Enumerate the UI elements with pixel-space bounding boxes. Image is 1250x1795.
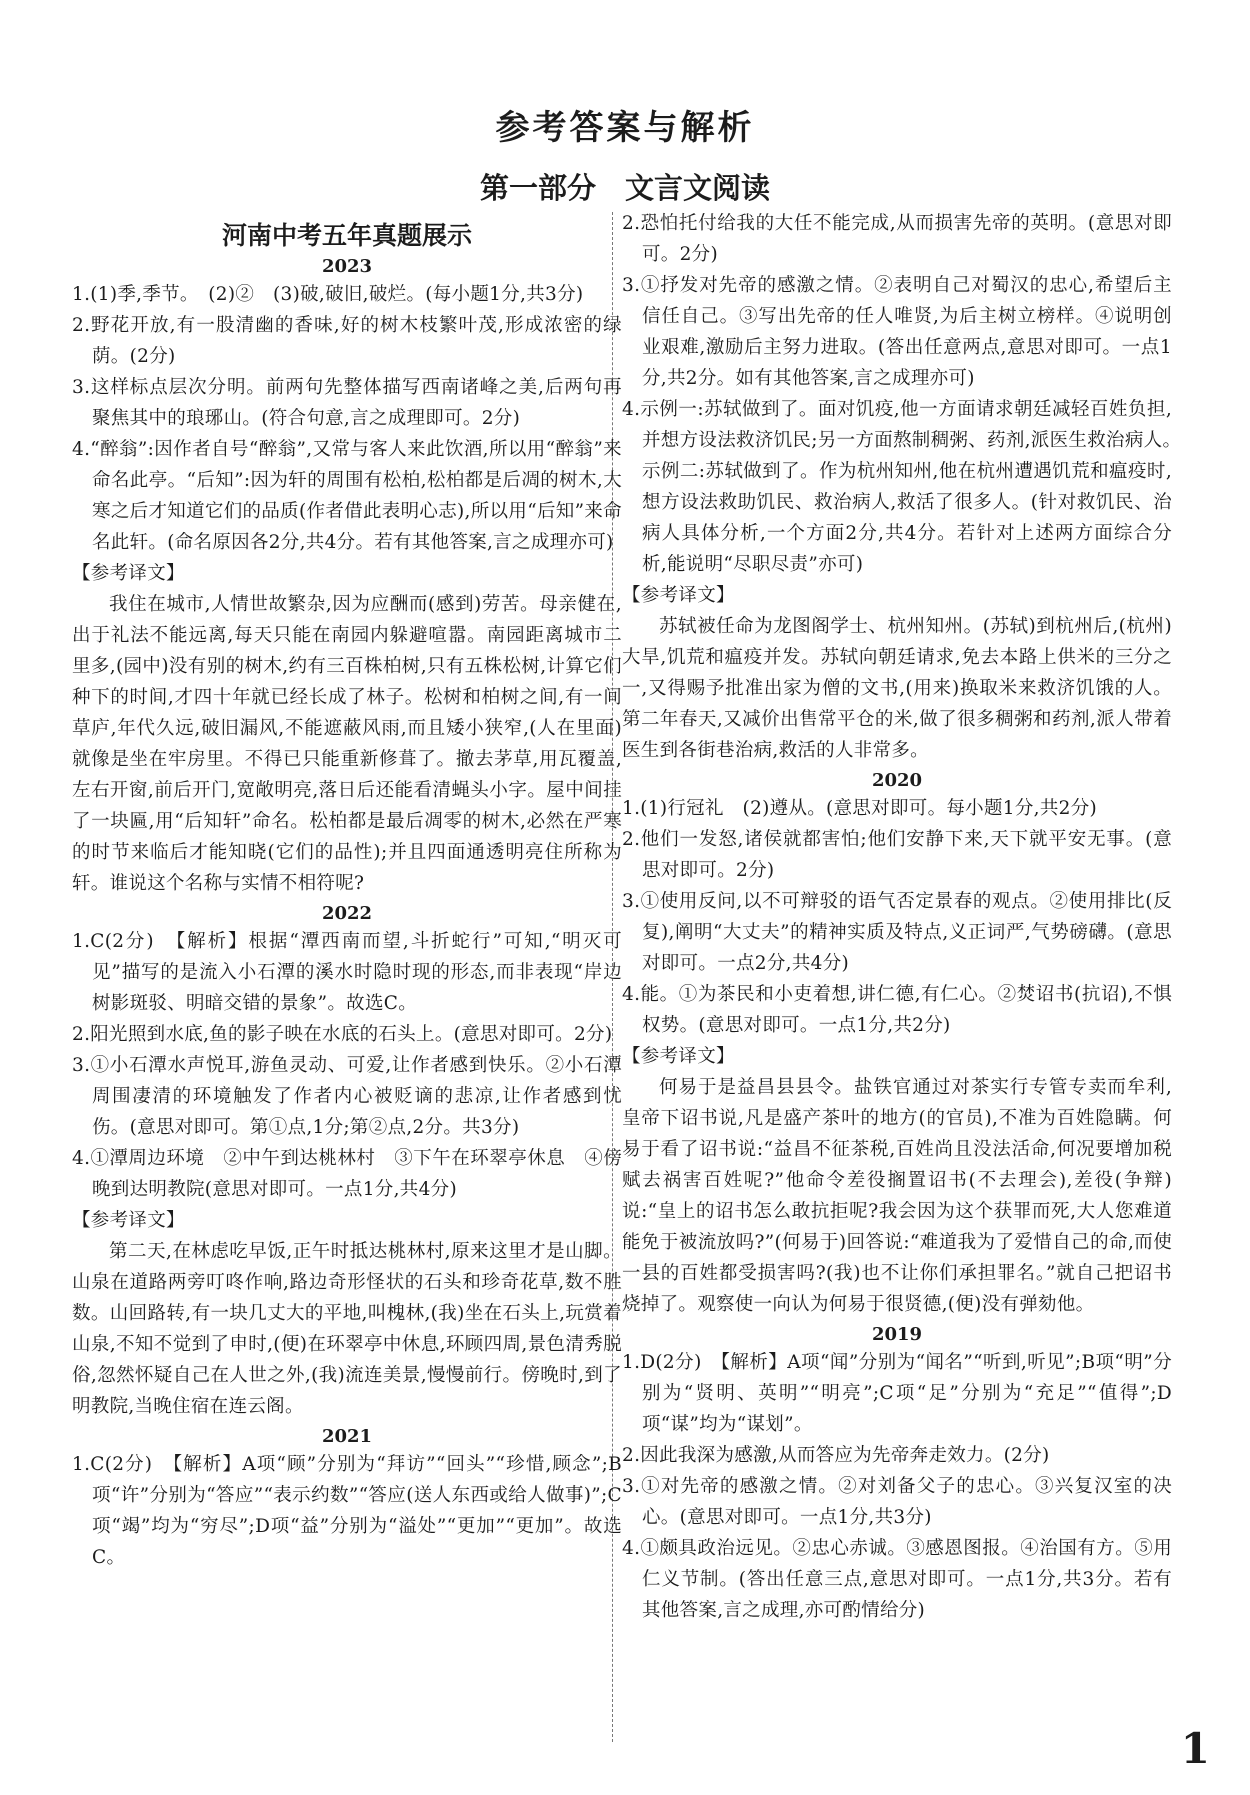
left-column [72, 208, 622, 1573]
year-heading-2022: 2022 [321, 903, 373, 924]
answer-2023-2: 2.野花开放,有一股清幽的香味,好的树木枝繁叶茂,形成浓密的绿荫。(2分) [72, 315, 622, 367]
answer-2021-4: 4.示例一:苏轼做到了。面对饥疫,他一方面请求朝廷减轻百姓负担,并想方设法救济饥民;另一方面熬制稠粥、药剂,派医生救治病人。 示例二:苏轼做到了。作为杭州知州,他在杭州遭遇饥荒和瘟疫时,想方设法救助饥民、救治病人,救活了很多人。(针对救饥民、治病人具体分析,一个方面2分,共4分。若针对上述两方面综合分析,能说明“尽职尽责”亦可) [622, 399, 1191, 575]
translation-2020: 何易于是益昌县县令。盐铁官通过对茶实行专管专卖而牟利,皇帝下诏书说,凡是盛产茶叶的地方(的官员),不准为百姓隐瞒。何易于看了诏书说:“益昌不征茶税,百姓尚且没法活命,何况要增加税赋去祸害百姓呢?”他命令差役搁置诏书(不去理会),差役(争辩)说:“皇上的诏书怎么敢抗拒呢?我会因为这个获罪而死,大人您难道能免于被流放吗?”(何易于)回答说:“难道我为了爱惜自己的命,而使一县的百姓都受损害吗?(我)也不让你们承担罪名。”就自己把诏书烧掉了。观察使一向认为何易于很贤德,(便)没有弹劾他。 [622, 1077, 1172, 1315]
answer-2022-3: 3.①小石潭水声悦耳,游鱼灵动、可爱,让作者感到快乐。②小石潭周围凄清的环境触发了作者内心被贬谪的悲凉,让作者感到忧伤。(意思对即可。第①点,1分;第②点,2分。共3分) [72, 1055, 622, 1138]
year-heading-2021: 2021 [321, 1426, 373, 1447]
answer-2020-3: 3.①使用反问,以不可辩驳的语气否定景春的观点。②使用排比(反复),阐明“大丈夫”的精神实质及特点,义正词严,气势磅礴。(意思对即可。一点2分,共4分) [622, 891, 1172, 974]
answer-2019-4: 4.①颇具政治远见。②忠心赤诚。③感恩图报。④治国有方。⑤用仁义节制。(答出任意三点,意思对即可。一点1分,共3分。若有其他答案,言之成理,亦可酌情给分) [622, 1538, 1172, 1621]
answer-2020-1: 1.(1)行冠礼 (2)遵从。(意思对即可。每小题1分,共2分) [622, 798, 1098, 819]
page-title: 参考答案与解析 [495, 108, 755, 148]
year-heading-2023: 2023 [321, 256, 373, 277]
answer-2023-4: 4.“醉翁”:因作者自号“醉翁”,又常与客人来此饮酒,所以用“醉翁”来命名此亭。“后知”:因为轩的周围有松柏,松柏都是后凋的树木,大寒之后才知道它们的品质(作者借此表明心志),所以用“后知”来命名此轩。(命名原因各2分,共4分。若有其他答案,言之成理亦可) [72, 439, 622, 553]
answer-2021-3: 3.①抒发对先帝的感激之情。②表明自己对蜀汉的忠心,希望后主信任自己。③写出先帝的任人唯贤,为后主树立榜样。④说明创业艰难,激励后主努力进取。(答出任意两点,意思对即可。一点1分,共2分。如有其他答案,言之成理亦可) [622, 275, 1172, 389]
translation-2022: 第二天,在林虑吃早饭,正午时抵达桃林村,原来这里才是山脚。山泉在道路两旁叮咚作响,路边奇形怪状的石头和珍奇花草,数不胜数。山回路转,有一块几丈大的平地,叫槐林,(我)坐在石头上,玩赏着山泉,不知不觉到了申时,(便)在环翠亭中休息,环顾四周,景色清秀脱俗,忽然怀疑自己在人世之外,(我)流连美景,慢慢前行。傍晚时,到了明教院,当晚住宿在连云阁。 [72, 1241, 622, 1417]
right-column [622, 208, 1191, 1626]
answer-2020-4: 4.能。①为茶民和小吏着想,讲仁德,有仁心。②焚诏书(抗诏),不惧权势。(意思对即可。一点1分,共2分) [622, 984, 1172, 1036]
year-heading-2020: 2020 [871, 770, 923, 791]
translation-label-2023: 【参考译文】 [72, 563, 185, 584]
translation-label-2022: 【参考译文】 [72, 1210, 185, 1231]
answer-2021-1: 1.C(2分) 【解析】A项“顾”分别为“拜访”“回头”“珍惜,顾念”;B项“许”分别为“答应”“表示约数”“答应(送人东西或给人做事)”;C项“竭”均为“穷尽”;D项“益”分别为“溢处”“更加”“更加”。故选C。 [72, 1454, 622, 1568]
answer-2022-4: 4.①潭周边环境 ②中午到达桃林村 ③下午在环翠亭休息 ④傍晚到达明教院(意思对即可。一点1分,共4分) [72, 1148, 622, 1200]
answer-2023-1: 1.(1)季,季节。 (2)② (3)破,破旧,破烂。(每小题1分,共3分) [72, 284, 584, 305]
page-number: 1 [1180, 1724, 1210, 1773]
answer-2022-2: 2.阳光照到水底,鱼的影子映在水底的石头上。(意思对即可。2分) [72, 1024, 613, 1045]
section-heading: 第一部分 文言文阅读 [479, 171, 770, 205]
answer-2019-3: 3.①对先帝的感激之情。②对刘备父子的忠心。③兴复汉室的决心。(意思对即可。一点1分,共3分) [622, 1476, 1172, 1528]
translation-label-2020: 【参考译文】 [622, 1046, 735, 1067]
translation-2023: 我住在城市,人情世故繁杂,因为应酬而(感到)劳苦。母亲健在,出于礼法不能远离,每天只能在南园内躲避喧嚣。南园距离城市二里多,(园中)没有别的树木,约有三百株柏树,只有五株松树,计算它们种下的时间,才四十年就已经长成了林子。松树和柏树之间,有一间草庐,年代久远,破旧漏风,不能遮蔽风雨,而且矮小狭窄,(人在里面)就像是坐在牢房里。不得已只能重新修葺了。撤去茅草,用瓦覆盖,左右开窗,前后开门,宽敞明亮,落日后还能看清蝇头小字。屋中间挂了一块匾,用“后知轩”命名。松柏都是最后凋零的树木,必然在严寒的时节来临后才能知晓(它们的品性);并且四面通透明亮住所称为轩。谁说这个名称与实情不相符呢? [72, 594, 622, 894]
answer-2021-2: 2.恐怕托付给我的大任不能完成,从而损害先帝的英明。(意思对即可。2分) [622, 213, 1172, 265]
answer-2020-2: 2.他们一发怒,诸侯就都害怕;他们安静下来,天下就平安无事。(意思对即可。2分) [622, 829, 1172, 881]
translation-label-2021: 【参考译文】 [622, 585, 735, 606]
year-heading-2019: 2019 [871, 1324, 923, 1345]
section-title: 河南中考五年真题展示 [221, 221, 472, 250]
answer-2019-2: 2.因此我深为感激,从而答应为先帝奔走效力。(2分) [622, 1445, 1050, 1466]
answer-2022-1: 1.C(2分) 【解析】根据“潭西南而望,斗折蛇行”可知,“明灭可见”描写的是流入小石潭的溪水时隐时现的形态,而非表现“岸边树影斑驳、明暗交错的景象”。故选C。 [72, 931, 622, 1014]
answer-2019-1: 1.D(2分) 【解析】A项“闻”分别为“闻名”“听到,听见”;B项“明”分别为“贤明、英明”“明亮”;C项“足”分别为“充足”“值得”;D项“谋”均为“谋划”。 [622, 1352, 1172, 1435]
translation-2021: 苏轼被任命为龙图阁学士、杭州知州。(苏轼)到杭州后,(杭州)大旱,饥荒和瘟疫并发。苏轼向朝廷请求,免去本路上供米的三分之一,又得赐予批准出家为僧的文书,(用来)换取米来救济饥饿的人。第二年春天,又减价出售常平仓的米,做了很多稠粥和药剂,派人带着医生到各街巷治病,救活的人非常多。 [622, 616, 1172, 761]
answer-2023-3: 3.这样标点层次分明。前两句先整体描写西南诸峰之美,后两句再聚焦其中的琅琊山。(符合句意,言之成理即可。2分) [72, 377, 622, 429]
